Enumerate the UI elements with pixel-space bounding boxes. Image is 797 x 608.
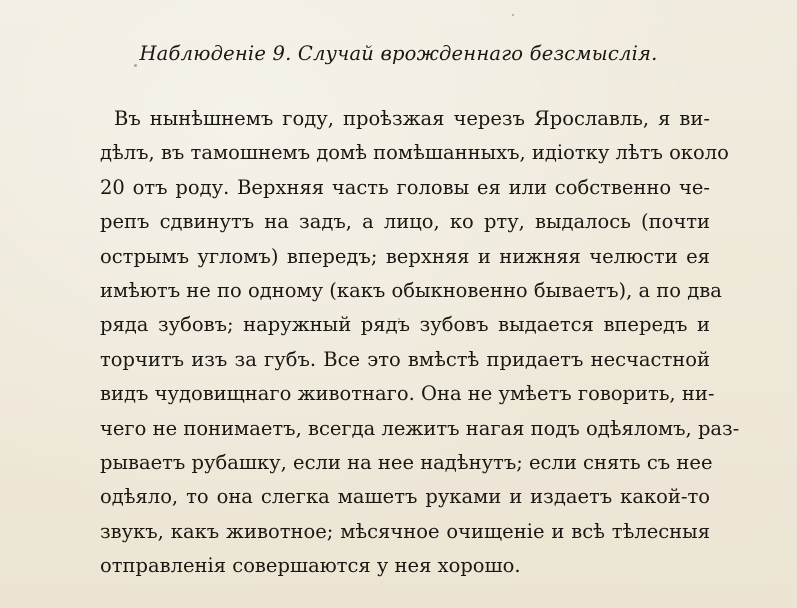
text-line: ряда зубовъ; наружный рядъ зубовъ выдается впередъ и [100, 313, 710, 337]
observation-heading: Наблюденіе 9. Случай врожденнаго безсмыслія. [139, 42, 658, 65]
text-line: репъ сдвинутъ на задъ, а лицо, ко рту, выдалось (почти [100, 210, 710, 234]
text-line: одѣяло, то она слегка машетъ руками и издаетъ какой-то [100, 485, 710, 509]
observation-paragraph [100, 102, 740, 583]
text-line: имѣютъ не по одному (какъ обыкновенно бываетъ), а по два [100, 278, 722, 302]
text-line: дѣлъ, въ тамошнемъ домѣ помѣшанныхъ, идіотку лѣтъ около [100, 141, 729, 165]
text-line: острымъ угломъ) впередъ; верхняя и нижняя челюсти ея [100, 244, 710, 268]
text-line: рываетъ рубашку, если на нее надѣнутъ; если снять съ нее [100, 450, 713, 474]
paper-speck [398, 318, 400, 320]
text-line: Въ нынѣшнемъ году, проѣзжая черезъ Ярославль, я ви- [114, 107, 710, 130]
text-line: чего не понимаетъ, всегда лежитъ нагая подъ одѣяломъ, раз- [100, 416, 740, 440]
text-line: 20 отъ роду. Верхняя часть головы ея или собственно че- [100, 175, 710, 199]
text-line: звукъ, какъ животное; мѣсячное очищеніе и всѣ тѣлесныя [100, 519, 710, 543]
text-line: видъ чудовищнаго животнаго. Она не умѣетъ говорить, ни- [100, 382, 715, 406]
paper-speck [512, 14, 514, 16]
text-line: отправленія совершаются у нея хорошо. [100, 554, 521, 578]
paper-speck [134, 64, 137, 67]
text-line: торчитъ изъ за губъ. Все это вмѣстѣ придаетъ несчастной [100, 347, 710, 371]
